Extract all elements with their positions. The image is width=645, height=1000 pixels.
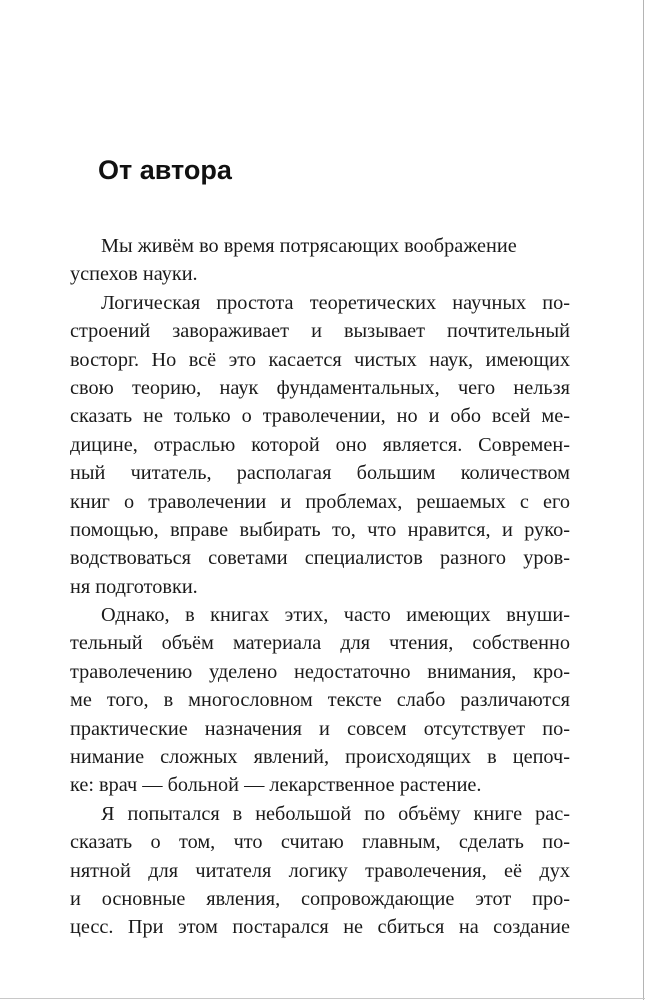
text-line: Логическая простота теоретических научных по- xyxy=(101,291,570,314)
text-line: ный читатель, располагая большим количеством xyxy=(70,462,570,485)
body-text xyxy=(70,232,570,942)
text-line: водствоваться советами специалистов разного уров- xyxy=(70,547,570,570)
text-line: успехов науки. xyxy=(70,263,198,286)
text-line: тельный объём материала для чтения, собственно xyxy=(70,632,570,655)
text-line: ня подготовки. xyxy=(70,575,198,598)
text-line: восторг. Но всё это касается чистых наук, имеющих xyxy=(70,348,570,371)
text-line: помощью, вправе выбирать то, что нравится, и руко- xyxy=(70,518,570,541)
text-line: нимание сложных явлений, происходящих в цепоч- xyxy=(70,746,570,769)
text-line: траволечению уделено недостаточно внимания, кро- xyxy=(70,660,570,683)
text-line: нятной для читателя логику траволечения, её дух xyxy=(70,859,570,882)
text-line: сказать не только о траволечении, но и обо всей ме- xyxy=(70,405,570,428)
text-line: сказать о том, что считаю главным, сделать по- xyxy=(70,831,570,854)
text-line: строений завораживает и вызывает почтительный xyxy=(70,320,570,343)
page-edge-bottom xyxy=(0,998,645,999)
chapter-heading: От автора xyxy=(98,155,232,185)
text-line: ме того, в многословном тексте слабо различаются xyxy=(70,689,570,712)
text-line: Я попытался в небольшой по объёму книге рас- xyxy=(101,802,570,825)
text-line: книг о траволечении и проблемах, решаемых с его xyxy=(70,490,570,513)
text-line: дицине, отраслью которой оно является. Современ- xyxy=(70,433,570,456)
text-line: свою теорию, наук фундаментальных, чего нельзя xyxy=(70,376,570,399)
text-line: Однако, в книгах этих, часто имеющих внуши- xyxy=(101,604,570,627)
text-line: Мы живём во время потрясающих воображение xyxy=(101,235,517,257)
text-line: цесс. При этом постарался не сбиться на создание xyxy=(70,916,570,939)
text-line: практические назначения и совсем отсутствует по- xyxy=(70,717,570,740)
text-line: и основные явления, сопровождающие этот про- xyxy=(70,887,570,910)
text-line: ке: врач — больной — лекарственное растение. xyxy=(70,774,482,797)
page-edge-right xyxy=(643,0,644,1000)
